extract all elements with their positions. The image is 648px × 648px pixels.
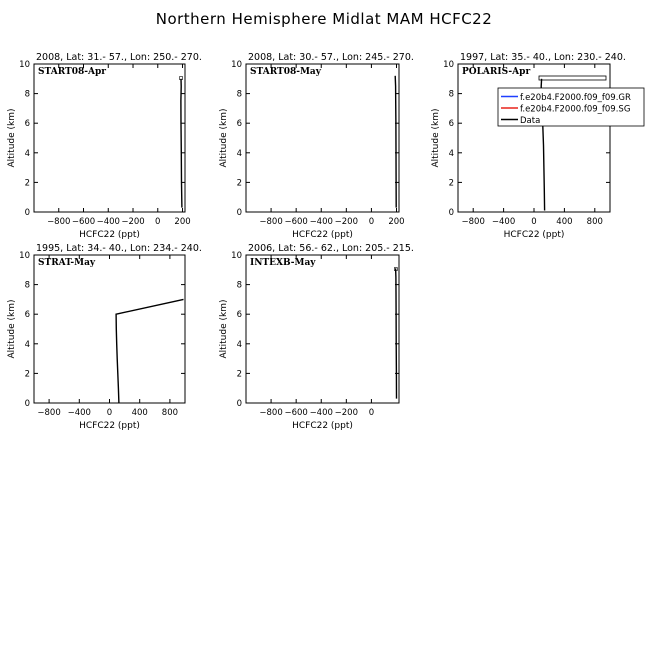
y-tick-label: 4 [24,148,30,159]
panel-title: 1997, Lat: 35.- 40., Lon: 230.- 240. [460,52,626,63]
x-tick-label: −800 [37,408,61,418]
y-tick-label: 6 [236,119,242,130]
chart-panel-2 [219,52,414,240]
x-tick-label: 800 [586,217,603,227]
chart-panel-5 [219,243,414,431]
legend-entry: f.e20b4.F2000.f09_f09.GR [520,93,631,103]
x-tick-label: −400 [309,408,333,418]
plot-frame [246,64,399,212]
x-tick-label: −800 [47,217,71,227]
series-line-data [116,299,183,403]
y-tick-label: 0 [24,399,30,409]
y-tick-label: 8 [236,89,242,100]
y-tick-label: 2 [448,178,454,189]
y-axis-label: Altitude (km) [219,299,229,359]
panel-group [7,52,644,431]
legend-entry: Data [520,116,541,126]
y-tick-label: 0 [24,208,30,218]
x-tick-label: −200 [334,217,359,227]
y-tick-label: 10 [443,60,454,70]
x-tick-label: 0 [368,217,375,227]
y-tick-label: 6 [24,119,30,130]
plot-frame [458,64,610,212]
panel-title: 2008, Lat: 31.- 57., Lon: 250.- 270. [36,52,202,63]
chart-panel-1 [7,52,202,240]
series-line-data [396,268,397,398]
y-tick-label: 8 [24,280,30,291]
y-tick-label: 2 [236,178,242,189]
campaign-label: START08-May [250,67,321,77]
y-tick-label: 8 [24,89,30,100]
x-tick-label: −400 [67,408,91,418]
x-tick-label: −600 [284,217,308,227]
y-tick-label: 2 [24,178,30,189]
chart-panel-3 [431,52,644,240]
legend-bar [539,76,606,80]
panel-title: 1995, Lat: 34.- 40., Lon: 234.- 240. [36,243,202,254]
y-tick-label: 4 [236,148,242,159]
x-axis-label: HCFC22 (ppt) [292,421,353,431]
plot-frame [34,255,185,403]
y-axis-label: Altitude (km) [219,108,229,168]
y-tick-label: 6 [24,310,30,321]
x-tick-label: 0 [106,408,113,418]
y-tick-label: 0 [236,208,242,218]
x-tick-label: −600 [71,217,96,227]
campaign-label: POLARIS-Apr [462,67,531,77]
y-tick-label: 0 [236,399,242,409]
figure-title: Northern Hemisphere Midlat MAM HCFC22 [155,10,493,28]
x-tick-label: 200 [388,217,405,227]
x-tick-label: 0 [531,217,537,227]
x-tick-label: 400 [556,217,573,227]
y-tick-label: 0 [448,208,454,218]
y-tick-label: 4 [24,339,30,350]
x-tick-label: −800 [259,408,283,418]
y-tick-label: 10 [19,251,30,261]
x-tick-label: 0 [368,408,375,418]
legend-entry: f.e20b4.F2000.f09_f09.SG [520,104,631,115]
x-tick-label: 200 [174,217,191,227]
chart-panel-4 [7,243,202,431]
campaign-label: START08-Apr [38,67,106,77]
campaign-label: STRAT-May [38,258,96,268]
y-tick-label: 8 [448,89,454,100]
x-axis-label: HCFC22 (ppt) [79,421,140,431]
y-tick-label: 2 [24,369,30,380]
x-tick-label: −400 [96,217,120,227]
y-axis-label: Altitude (km) [7,299,17,359]
plot-frame [246,255,399,403]
y-tick-label: 10 [19,60,30,70]
x-tick-label: −200 [121,217,145,227]
y-tick-label: 4 [236,339,242,350]
series-line-data [181,79,182,208]
y-tick-label: 2 [236,369,242,380]
x-tick-label: −200 [334,408,359,418]
x-tick-label: 0 [155,217,161,227]
x-axis-label: HCFC22 (ppt) [292,230,353,240]
y-tick-label: 4 [448,148,454,159]
panel-title: 2008, Lat: 30.- 57., Lon: 245.- 270. [248,52,414,63]
y-axis-label: Altitude (km) [431,108,441,168]
x-axis-label: HCFC22 (ppt) [79,230,140,240]
series-line-data [395,76,396,208]
y-tick-label: 10 [231,60,242,70]
x-tick-label: −800 [461,217,485,227]
x-tick-label: 400 [131,408,148,418]
x-tick-label: −800 [259,217,283,227]
x-tick-label: 800 [161,408,179,418]
x-tick-label: −400 [491,217,516,227]
legend [498,76,644,126]
panel-title: 2006, Lat: 56.- 62., Lon: 205.- 215. [248,243,414,254]
campaign-label: INTEXB-May [250,258,316,268]
plot-frame [34,64,185,212]
x-tick-label: −400 [309,217,333,227]
y-tick-label: 6 [448,119,454,130]
y-tick-label: 10 [231,251,242,261]
y-tick-label: 8 [236,280,242,291]
y-tick-label: 6 [236,310,242,321]
x-tick-label: −600 [284,408,308,418]
y-axis-label: Altitude (km) [7,108,17,168]
x-axis-label: HCFC22 (ppt) [503,230,565,240]
